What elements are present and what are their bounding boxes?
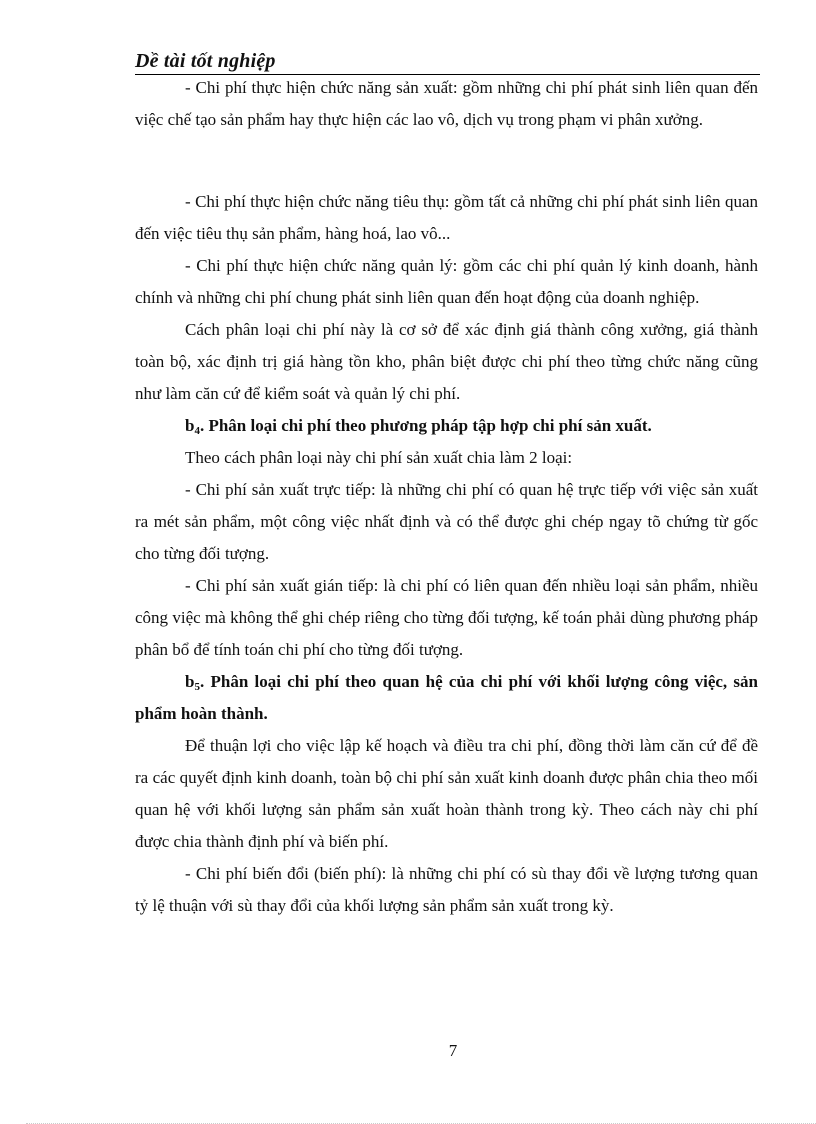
section-heading-b5: [135, 666, 758, 730]
paragraph: - Chi phí thực hiện chức năng tiêu thụ: gồm tất cả những chi phí phát sinh liên quan đến việc tiêu thụ sản phẩm, hàng hoá, lao vô...: [135, 192, 758, 243]
paragraph: Cách phân loại chi phí này là cơ sở để xác định giá thành công xưởng, giá thành toàn bộ, xác định trị giá hàng tồn kho, phân biệt được chi phí theo từng chức năng cũng như làm căn cứ để kiểm soát và quản lý chi phí.: [135, 320, 758, 403]
paragraph: - Chi phí thực hiện chức năng quản lý: gồm các chi phí quản lý kinh doanh, hành chính và những chi phí chung phát sinh liên quan đến hoạt động của doanh nghiệp.: [135, 256, 758, 307]
section-subscript: 4: [194, 425, 200, 437]
paragraph: - Chi phí sản xuất gián tiếp: là chi phí có liên quan đến nhiều loại sản phẩm, nhiều công việc mà không thể ghi chép riêng cho từng đối tượng, kế toán phải dùng phương pháp phân bổ để tính toán chi phí cho từng đối tượng.: [135, 576, 758, 659]
section-label: b: [185, 672, 195, 691]
section-title: . Phân loại chi phí theo phương pháp tập hợp chi phí sản xuất.: [199, 416, 652, 435]
paragraph: - Chi phí biến đổi (biến phí): là những chi phí có sù thay đổi về lượng tương quan tỷ lệ thuận với sù thay đổi của khối lượng sản phẩm sản xuất trong kỳ.: [135, 864, 758, 915]
section-title: . Phân loại chi phí theo quan hệ của chi phí với khối lượng công việc, sản phẩm hoàn thành.: [135, 672, 758, 723]
section-heading-b4: [135, 410, 758, 442]
paragraph: - Chi phí sản xuất trực tiếp: là những chi phí có quan hệ trực tiếp với việc sản xuất ra mét sản phẩm, một công việc nhất định và có thể được ghi chép ngay tõ chứng từ gốc cho từng đối tượng.: [135, 480, 758, 563]
page-header: [135, 48, 760, 75]
paragraph: Để thuận lợi cho việc lập kế hoạch và điều tra chi phí, đồng thời làm căn cứ để đề ra các quyết định kinh doanh, toàn bộ chi phí sản xuất kinh doanh được phân chia theo mối quan hệ với khối lượng sản phẩm sản xuất hoàn thành trong kỳ. Theo cách này chi phí được chia thành định phí và biến phí.: [135, 736, 758, 851]
paragraph: Theo cách phân loại này chi phí sản xuất chia làm 2 loại:: [185, 448, 573, 467]
section-label: b: [185, 416, 195, 435]
blank-gap: [135, 136, 758, 186]
section-subscript: 5: [194, 681, 200, 693]
paragraph: - Chi phí thực hiện chức năng sản xuất: gồm những chi phí phát sinh liên quan đến việc chế tạo sản phẩm hay thực hiện các lao vô, dịch vụ trong phạm vi phân xưởng.: [135, 78, 758, 129]
header-title: Dề tài tốt nghiệp: [135, 50, 276, 72]
document-body: [135, 72, 758, 922]
page-number: 7: [448, 1041, 458, 1060]
